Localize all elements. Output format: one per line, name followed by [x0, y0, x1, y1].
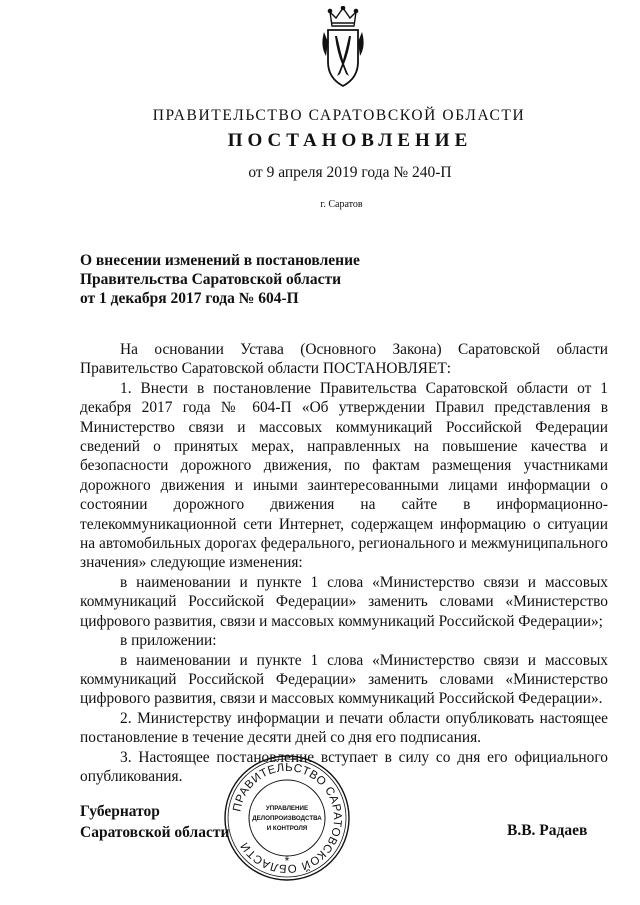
seal-star: * — [284, 854, 290, 868]
coat-of-arms-emblem — [318, 6, 368, 92]
body-paragraph: в наименовании и пункте 1 слова «Министерство связи и массовых коммуникаций Российской Федерации» заменить словами «Министерство цифрового развития, связи и массовых коммуникаций Российской Федерации»; — [80, 573, 608, 630]
issue-city: г. Саратов — [320, 199, 363, 210]
signatory-title — [80, 801, 229, 843]
document-body — [80, 340, 608, 786]
official-seal-stamp — [222, 753, 352, 883]
signatory-title-line: Губернатор — [80, 803, 160, 820]
seal-center-line: УПРАВЛЕНИЕ — [265, 805, 309, 812]
body-paragraph: 1. Внести в постановление Правительства Саратовской области от 1 декабря 2017 года № 604-П «Об утверждении Правил представления в Министерство связи и массовых коммуникаций Российской Федерации сведений о принятых мерах, направленных на повышение качества и безопасности дорожного движения, по фактам размещения участниками дорожного движения и иными заинтересованными лицами информации о состоянии дорожного движения на сайте в информационно-телекоммуникационной сети Интернет, содержащем информацию о ситуации на автомобильных дорогах федерального, регионального и межмуниципального значения» следующие изменения: — [80, 379, 608, 572]
subject-line: О внесении изменений в постановление — [80, 252, 360, 269]
document-subject — [80, 251, 360, 308]
document-type: ПОСТАНОВЛЕНИЕ — [227, 130, 473, 151]
seal-center-line: И КОНТРОЛЯ — [266, 825, 308, 832]
signatory-name: В.В. Радаев — [507, 822, 588, 839]
seal-ring-text: ПРАВИТЕЛЬСТВО САРАТОВСКОЙ ОБЛАСТИ — [231, 761, 344, 875]
body-paragraph: 3. Настоящее постановление вступает в силу со дня его официального опубликования. — [80, 748, 608, 785]
subject-line: от 1 декабря 2017 года № 604-П — [80, 290, 299, 307]
document-number-date: от 9 апреля 2019 года № 240-П — [248, 164, 452, 181]
body-paragraph: На основании Устава (Основного Закона) Саратовской области Правительство Саратовской области ПОСТАНОВЛЯЕТ: — [80, 341, 608, 378]
seal-center-line: ДЕЛОПРОИЗВОДСТВА — [252, 815, 322, 822]
signatory-title-line: Саратовской области — [80, 824, 230, 841]
body-paragraph: в наименовании и пункте 1 слова «Министерство связи и массовых коммуникаций Российской Федерации» заменить словами «Министерство цифрового развития, связи и массовых коммуникаций Российской Федерации». — [80, 651, 608, 708]
body-paragraph: в приложении: — [120, 632, 217, 650]
organization-name: ПРАВИТЕЛЬСТВО САРАТОВСКОЙ ОБЛАСТИ — [152, 107, 526, 124]
body-paragraph: 2. Министерству информации и печати области опубликовать настоящее постановление в течение десяти дней со дня его подписания. — [80, 709, 608, 747]
subject-line: Правительства Саратовской области — [80, 271, 341, 288]
